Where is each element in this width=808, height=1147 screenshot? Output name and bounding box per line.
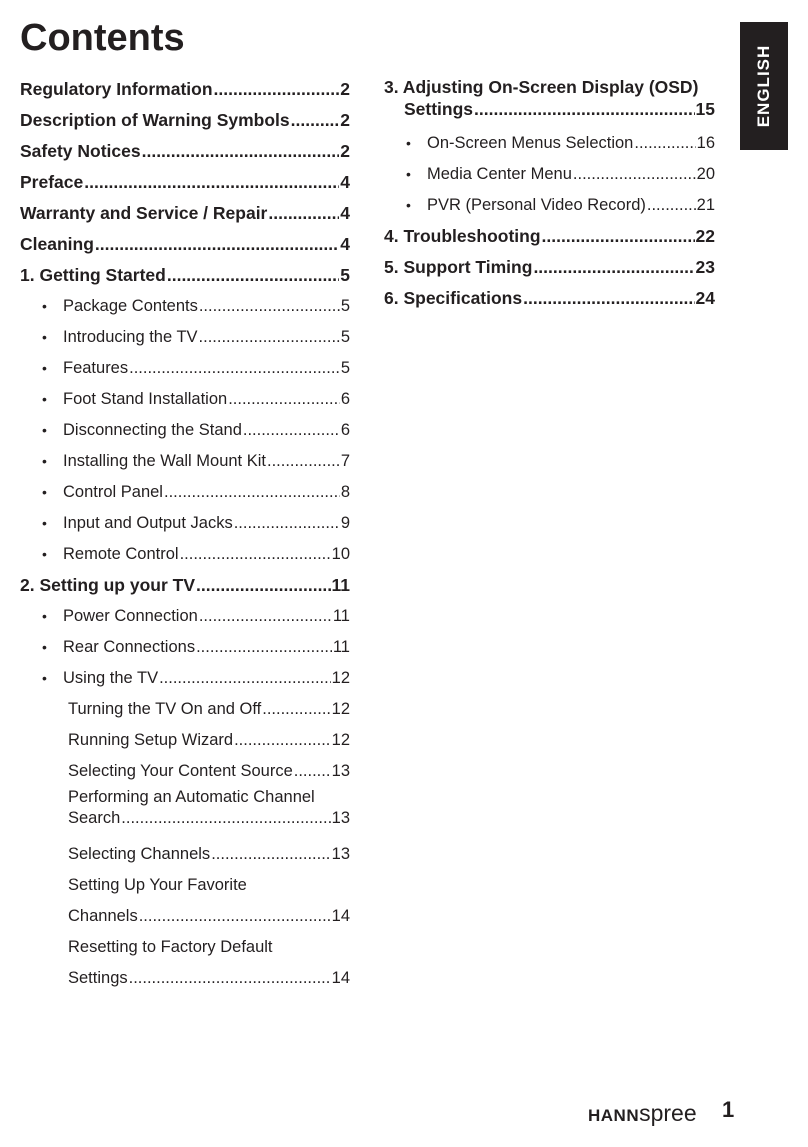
dot-leader (180, 539, 331, 570)
toc-entry-title: Using the TV (63, 669, 159, 687)
dot-leader (167, 260, 339, 291)
toc-entry-turning-tv-on-off[interactable] (20, 694, 350, 725)
dot-leader (228, 384, 340, 415)
dot-leader (159, 663, 331, 694)
toc-entry-title: Regulatory Information (20, 79, 213, 99)
toc-entry-title: Rear Connections (63, 638, 196, 656)
toc-entry-title: 3. Adjusting On-Screen Display (OSD) (384, 77, 699, 97)
toc-entry-rear-connections[interactable] (20, 632, 350, 663)
bullet-icon: • (42, 453, 47, 469)
toc-entry-title: 2. Setting up your TV (20, 575, 196, 595)
toc-page-number: 12 (331, 731, 350, 749)
bullet-icon: • (42, 515, 47, 531)
toc-entry-title: 1. Getting Started (20, 265, 166, 285)
toc-entry-package-contents[interactable] (20, 291, 350, 322)
toc-entry-foot-stand[interactable] (20, 384, 350, 415)
toc-page-number: 5 (340, 297, 350, 315)
toc-page-number: 14 (331, 969, 350, 987)
dot-leader (164, 477, 340, 508)
toc-entry-regulatory-information[interactable] (20, 74, 350, 105)
toc-page-number: 11 (332, 638, 350, 656)
dot-leader (243, 415, 340, 446)
dot-leader (121, 808, 330, 829)
dot-leader (267, 446, 340, 477)
dot-leader (214, 74, 340, 105)
toc-entry-title: Settings (68, 969, 128, 987)
toc-entry-disconnecting-stand[interactable] (20, 415, 350, 446)
toc-page-number: 20 (696, 165, 715, 183)
toc-page-number: 13 (331, 809, 350, 827)
toc-entry-control-panel[interactable] (20, 477, 350, 508)
page-title: Contents (20, 17, 185, 59)
toc-entry-title: Media Center Menu (427, 165, 572, 183)
toc-page-number: 4 (340, 234, 350, 254)
dot-leader (211, 839, 330, 870)
toc-entry-io-jacks[interactable] (20, 508, 350, 539)
toc-page-number: 7 (340, 452, 350, 470)
toc-page-number: 13 (331, 762, 350, 780)
toc-entry-title: Control Panel (63, 483, 163, 501)
toc-page-number: 8 (340, 483, 350, 501)
toc-page-number: 5 (340, 265, 350, 285)
language-tab (740, 22, 788, 150)
toc-page-number: 4 (340, 172, 350, 192)
toc-entry-features[interactable] (20, 353, 350, 384)
toc-entry-cleaning[interactable] (20, 229, 350, 260)
toc-entry-title: Introducing the TV (63, 328, 198, 346)
dot-leader (262, 694, 330, 725)
toc-page-number: 21 (696, 196, 715, 214)
bullet-icon: • (42, 670, 47, 686)
toc-entry-title: Turning the TV On and Off (68, 700, 262, 718)
page-number: 1 (722, 1097, 735, 1122)
toc-page-number: 23 (695, 257, 715, 277)
toc-entry-title: Safety Notices (20, 141, 141, 161)
toc-entry-setup-wizard[interactable] (20, 725, 350, 756)
dot-leader (129, 963, 331, 994)
toc-entry-title: On-Screen Menus Selection (427, 134, 634, 152)
toc-page-number: 2 (340, 141, 350, 161)
toc-page-number: 13 (331, 845, 350, 863)
toc-entry-title: Input and Output Jacks (63, 514, 233, 532)
toc-page-number: 5 (340, 359, 350, 377)
toc-entry-title: Running Setup Wizard (68, 731, 234, 749)
toc-entry-title: Setting Up Your Favorite (68, 876, 247, 894)
toc-entry-warranty[interactable] (20, 198, 350, 229)
toc-entry-title: 6. Specifications (384, 288, 523, 308)
toc-entry-title: Disconnecting the Stand (63, 421, 242, 439)
toc-entry-preface[interactable] (20, 167, 350, 198)
toc-entry-favorite-channels-line2[interactable] (20, 901, 350, 932)
toc-entry-power-connection[interactable] (20, 601, 350, 632)
toc-entry-troubleshooting[interactable] (384, 221, 715, 252)
toc-entry-title: Features (63, 359, 129, 377)
toc-entry-pvr[interactable] (384, 190, 715, 221)
toc-entry-title: Channels (68, 907, 138, 925)
dot-leader (196, 632, 332, 663)
bullet-icon: • (406, 197, 411, 213)
toc-page-number: 6 (340, 421, 350, 439)
toc-page-number: 11 (332, 607, 350, 625)
toc-page-number: 15 (695, 99, 715, 119)
bullet-icon: • (42, 360, 47, 376)
brand-logo-part1: HANN (588, 1106, 640, 1125)
bullet-icon: • (42, 422, 47, 438)
brand-logo (588, 1100, 697, 1127)
toc-entry-media-center[interactable] (384, 159, 715, 190)
toc-entry-title: PVR (Personal Video Record) (427, 196, 646, 214)
toc-entry-support-timing[interactable] (384, 252, 715, 283)
dot-leader (199, 322, 340, 353)
dot-leader (139, 901, 331, 932)
toc-entry-title: Package Contents (63, 297, 198, 315)
toc-page-number: 12 (331, 700, 350, 718)
bullet-icon: • (406, 166, 411, 182)
toc-page-number: 2 (340, 79, 350, 99)
dot-leader (268, 198, 339, 229)
dot-leader (234, 508, 340, 539)
toc-entry-title: Remote Control (63, 545, 179, 563)
toc-entry-title: 5. Support Timing (384, 257, 533, 277)
toc-entry-setting-up-tv[interactable] (20, 570, 350, 601)
dot-leader (234, 725, 331, 756)
dot-leader (142, 136, 340, 167)
toc-entry-title: Installing the Wall Mount Kit (63, 452, 266, 470)
toc-entry-title-continued: Search (68, 809, 121, 827)
dot-leader (533, 252, 694, 283)
toc-page-number: 2 (340, 110, 350, 130)
bullet-icon: • (42, 298, 47, 314)
toc-entry-wall-mount[interactable] (20, 446, 350, 477)
bullet-icon: • (42, 639, 47, 655)
bullet-icon: • (42, 546, 47, 562)
toc-entry-safety-notices[interactable] (20, 136, 350, 167)
toc-entry-factory-default-line1[interactable] (20, 932, 350, 963)
toc-entry-getting-started[interactable] (20, 260, 350, 291)
dot-leader (291, 105, 340, 136)
dot-leader (573, 159, 696, 190)
toc-entry-using-tv[interactable] (20, 663, 350, 694)
dot-leader (199, 291, 340, 322)
toc-entry-title: Performing an Automatic Channel (68, 788, 315, 806)
toc-entry-title: Foot Stand Installation (63, 390, 228, 408)
dot-leader (542, 221, 695, 252)
dot-leader (199, 601, 332, 632)
dot-leader (196, 570, 330, 601)
bullet-icon: • (42, 484, 47, 500)
toc-page-number: 14 (331, 907, 350, 925)
toc-entry-title: Warranty and Service / Repair (20, 203, 268, 223)
toc-page-number: 6 (340, 390, 350, 408)
toc-entry-title: Description of Warning Symbols (20, 110, 290, 130)
toc-entry-selecting-channels[interactable] (20, 839, 350, 870)
toc-entry-automatic-channel-search[interactable] (20, 787, 350, 839)
toc-entry-title: 4. Troubleshooting (384, 226, 541, 246)
toc-entry-content-source[interactable] (20, 756, 350, 787)
bullet-icon: • (42, 391, 47, 407)
dot-leader (523, 283, 694, 314)
toc-page-number: 11 (331, 575, 350, 595)
toc-left-column (20, 74, 350, 994)
toc-entry-warning-symbols[interactable] (20, 105, 350, 136)
toc-page-number: 5 (340, 328, 350, 346)
toc-page-number: 22 (695, 226, 715, 246)
dot-leader (634, 128, 695, 159)
toc-entry-title: Resetting to Factory Default (68, 938, 273, 956)
toc-entry-remote-control[interactable] (20, 539, 350, 570)
bullet-icon: • (42, 329, 47, 345)
dot-leader (84, 167, 339, 198)
toc-entry-adjusting-osd[interactable] (384, 76, 715, 128)
toc-entry-title: Cleaning (20, 234, 94, 254)
toc-right-column (384, 76, 715, 314)
toc-entry-title: Power Connection (63, 607, 198, 625)
dot-leader (294, 756, 331, 787)
toc-page-number: 9 (340, 514, 350, 532)
bullet-icon: • (406, 135, 411, 151)
toc-entry-factory-default-line2[interactable] (20, 963, 350, 994)
bullet-icon: • (42, 608, 47, 624)
toc-entry-favorite-channels-line1[interactable] (20, 870, 350, 901)
dot-leader (95, 229, 339, 260)
toc-page-number: 16 (696, 134, 715, 152)
language-tab-label: ENGLISH (754, 44, 773, 128)
toc-entry-specifications[interactable] (384, 283, 715, 314)
toc-entry-osd-menus[interactable] (384, 128, 715, 159)
toc-page-number: 4 (340, 203, 350, 223)
toc-entry-title: Selecting Your Content Source (68, 762, 293, 780)
brand-logo-part2: spree (639, 1100, 697, 1126)
toc-entry-title-continued: Settings (404, 99, 474, 119)
toc-page-number: 10 (331, 545, 350, 563)
dot-leader (129, 353, 340, 384)
toc-entry-introducing-tv[interactable] (20, 322, 350, 353)
toc-page-number: 12 (331, 669, 350, 687)
toc-entry-title: Preface (20, 172, 84, 192)
dot-leader (647, 190, 696, 221)
toc-page-number: 24 (695, 288, 715, 308)
toc-entry-title: Selecting Channels (68, 845, 211, 863)
dot-leader (474, 98, 694, 120)
